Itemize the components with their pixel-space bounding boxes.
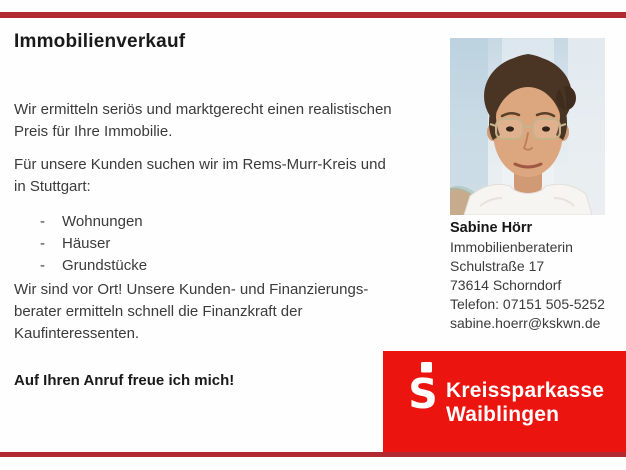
brand-name bbox=[446, 379, 604, 427]
brand-box bbox=[383, 351, 626, 452]
list-bullet: - bbox=[40, 257, 45, 274]
search-line-1: Für unsere Kunden suchen wir im Rems-Murr-Kreis und bbox=[14, 156, 386, 173]
intro-paragraph bbox=[14, 99, 392, 143]
search-line-2: in Stuttgart: bbox=[14, 178, 91, 195]
advisor-phone: Telefon: 07151 505-5252 bbox=[450, 296, 605, 312]
list-item bbox=[14, 233, 147, 255]
advisor-city: 73614 Schorndorf bbox=[450, 277, 562, 293]
advisor-name: Sabine Hörr bbox=[450, 220, 533, 236]
advisor-email: sabine.hoerr@kskwn.de bbox=[450, 315, 601, 331]
list-bullet: - bbox=[40, 213, 45, 230]
onsite-line-1: Wir sind vor Ort! Unsere Kunden- und Finanzierungs- bbox=[14, 281, 369, 298]
sparkasse-s-logo-icon bbox=[404, 362, 442, 410]
search-region-paragraph bbox=[14, 154, 386, 198]
list-item bbox=[14, 211, 147, 233]
advisor-portrait-illustration bbox=[450, 38, 605, 215]
property-type-list bbox=[14, 211, 147, 277]
intro-line-2: Preis für Ihre Immobilie. bbox=[14, 123, 173, 140]
list-item-label: Wohnungen bbox=[62, 213, 143, 230]
advisor-photo bbox=[450, 38, 605, 215]
onsite-line-2: berater ermitteln schnell die Finanzkraft der bbox=[14, 303, 303, 320]
brand-name-line1: Kreissparkasse bbox=[446, 379, 605, 402]
svg-text:S: S bbox=[408, 370, 438, 410]
list-item bbox=[14, 255, 147, 277]
onsite-paragraph bbox=[14, 279, 368, 345]
intro-line-1: Wir ermitteln seriös und marktgerecht einen realistischen bbox=[14, 101, 392, 118]
top-divider-bar bbox=[0, 12, 626, 18]
bottom-divider-bar bbox=[0, 452, 626, 457]
closing-line: Auf Ihren Anruf freue ich mich! bbox=[14, 372, 235, 389]
advisor-street: Schulstraße 17 bbox=[450, 258, 545, 274]
advisor-role: Immobilienberaterin bbox=[450, 239, 573, 255]
contact-block bbox=[450, 219, 605, 333]
list-bullet: - bbox=[40, 235, 45, 252]
onsite-line-3: Kaufinteressenten. bbox=[14, 325, 140, 342]
page-title: Immobilienverkauf bbox=[14, 31, 186, 52]
list-item-label: Häuser bbox=[62, 235, 111, 252]
list-item-label: Grundstücke bbox=[62, 257, 148, 274]
brand-name-line2: Waiblingen bbox=[446, 403, 560, 426]
